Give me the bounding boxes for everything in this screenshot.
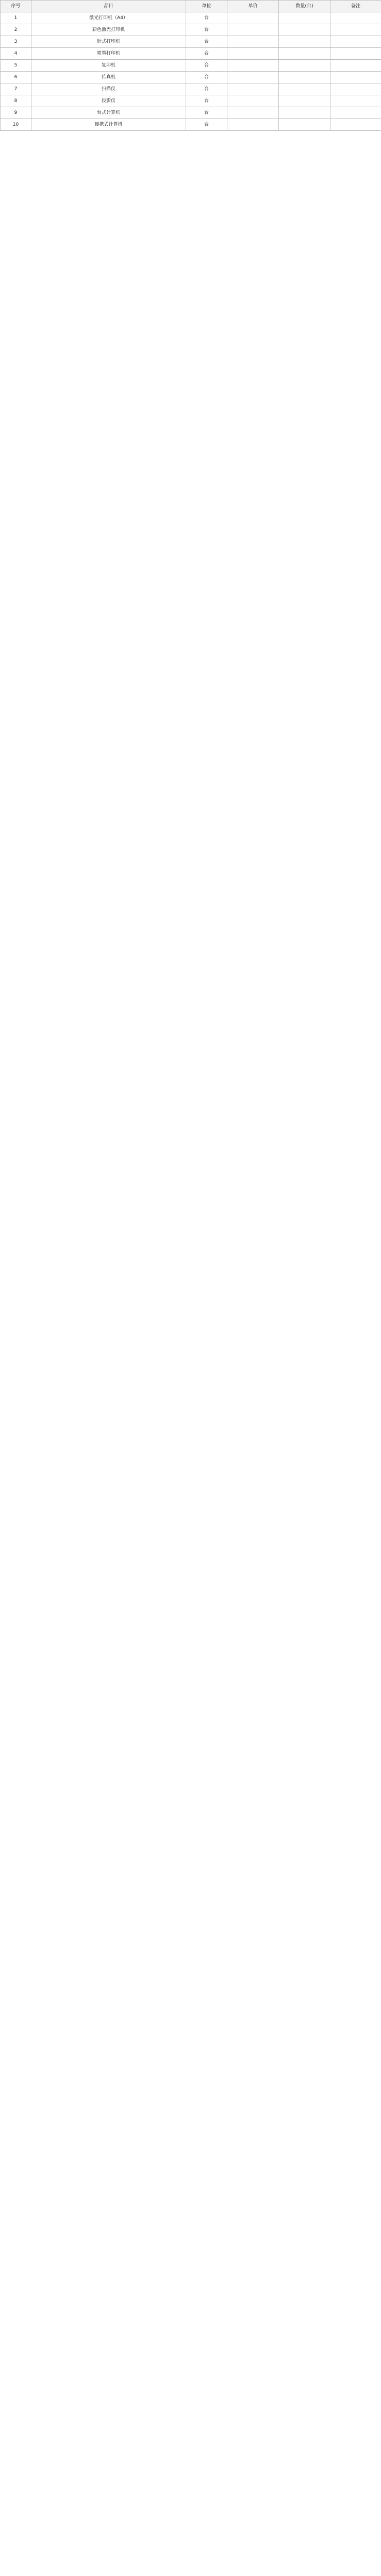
table-cell — [330, 95, 381, 107]
table-cell: 台 — [186, 36, 227, 48]
table-cell: 扫描仪 — [31, 83, 186, 95]
table-cell: 台 — [186, 24, 227, 36]
table-row — [1, 36, 381, 48]
col-header-qty: 数量(台) — [279, 1, 330, 12]
table-cell — [279, 12, 330, 24]
table-cell: 彩色激光打印机 — [31, 24, 186, 36]
table-cell — [279, 95, 330, 107]
col-header-note: 备注 — [330, 1, 381, 12]
table-cell — [279, 119, 330, 131]
table-cell — [279, 48, 330, 60]
table-cell: 台 — [186, 12, 227, 24]
table-cell — [330, 24, 381, 36]
table-cell: 1 — [1, 12, 31, 24]
table-cell — [279, 36, 330, 48]
table-row — [1, 119, 381, 131]
table-cell: 台 — [186, 95, 227, 107]
col-header-unit: 单位 — [186, 1, 227, 12]
table-cell — [227, 95, 279, 107]
table-cell: 复印机 — [31, 60, 186, 72]
table-cell: 台 — [186, 119, 227, 131]
table-cell — [227, 12, 279, 24]
price-table — [0, 0, 381, 131]
table-row — [1, 60, 381, 72]
table-cell — [330, 12, 381, 24]
table-cell — [227, 36, 279, 48]
table-row — [1, 83, 381, 95]
table-cell: 传真机 — [31, 72, 186, 83]
table-cell: 5 — [1, 60, 31, 72]
table-cell — [330, 36, 381, 48]
table-cell: 台 — [186, 60, 227, 72]
table-header-row — [1, 1, 381, 12]
table-cell: 9 — [1, 107, 31, 119]
table-cell: 10 — [1, 119, 31, 131]
table-cell — [227, 60, 279, 72]
table-cell: 喷墨打印机 — [31, 48, 186, 60]
table-cell — [227, 107, 279, 119]
table-cell — [330, 48, 381, 60]
table-cell — [330, 119, 381, 131]
table-cell: 投影仪 — [31, 95, 186, 107]
table-cell — [330, 107, 381, 119]
table-cell — [330, 83, 381, 95]
table-row — [1, 95, 381, 107]
table-cell — [279, 60, 330, 72]
table-cell — [227, 72, 279, 83]
table-cell: 针式打印机 — [31, 36, 186, 48]
table-row — [1, 72, 381, 83]
table-cell — [279, 83, 330, 95]
table-row — [1, 12, 381, 24]
table-row — [1, 24, 381, 36]
table-cell: 7 — [1, 83, 31, 95]
table-cell: 台 — [186, 107, 227, 119]
table-cell — [279, 107, 330, 119]
col-header-price: 单价 — [227, 1, 279, 12]
table-cell — [227, 48, 279, 60]
table-row — [1, 107, 381, 119]
table-cell — [227, 119, 279, 131]
table-cell: 台 — [186, 48, 227, 60]
table-cell — [279, 72, 330, 83]
col-header-item: 品目 — [31, 1, 186, 12]
table-cell: 6 — [1, 72, 31, 83]
table-row — [1, 48, 381, 60]
table-cell: 便携式计算机 — [31, 119, 186, 131]
col-header-index: 序号 — [1, 1, 31, 12]
table-cell: 2 — [1, 24, 31, 36]
table-cell — [227, 24, 279, 36]
table-cell: 台 — [186, 83, 227, 95]
table-cell — [279, 24, 330, 36]
table-cell: 台 — [186, 72, 227, 83]
table-cell: 3 — [1, 36, 31, 48]
table-cell: 激光打印机（A4） — [31, 12, 186, 24]
table-cell: 台式计算机 — [31, 107, 186, 119]
table-cell — [330, 60, 381, 72]
table-cell: 8 — [1, 95, 31, 107]
table-cell: 4 — [1, 48, 31, 60]
table-cell — [227, 83, 279, 95]
table-cell — [330, 72, 381, 83]
